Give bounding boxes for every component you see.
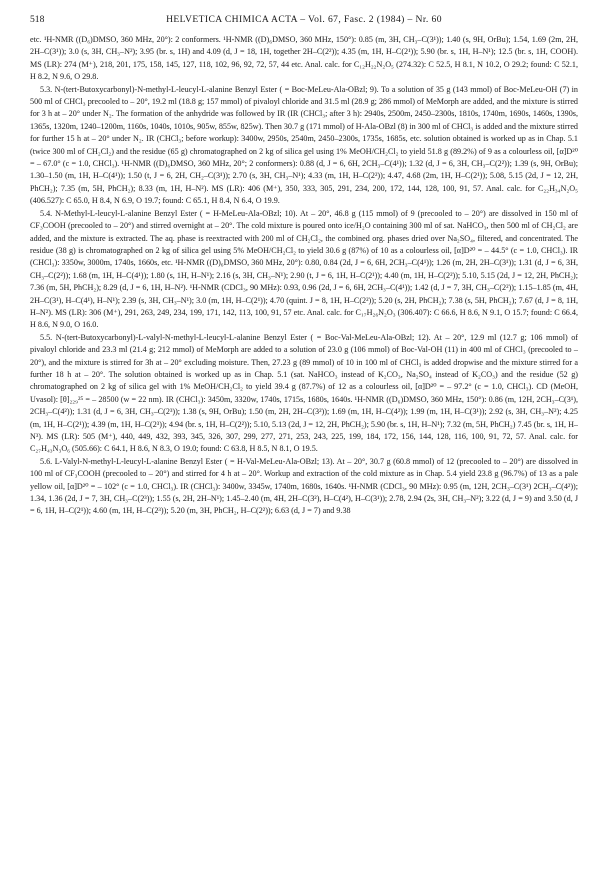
paragraph-section-5-6: 5.6. L-Valyl-N-methyl-L-leucyl-L-alanine Benzyl Ester ( = H-Val-MeLeu-Ala-OBzl; 13). At – 20°, 30.7 g (60.8 mmol) of 12 (precooled to – 20°) are dissolved in 100 ml of CF₃COOH (precooled to – 20°) and stirred for 4 h at – 20°. Workup and extraction of the cold mixture as in Chap. 5.4 yield 23.8 g (96.7%) of 13 as a pale yellow oil, [α]D²⁰ = – 102° (c = 1.0, CHCl₃). IR (CHCl₃): 3400w, 3345w, 1740m, 1680s, 1640s. ¹H-NMR (CDCl₃, 90 MHz): 0.95 (m, 12H, 2CH₃–C(3¹) 2CH₃–C(4²)); 1.34, 1.36 (2d, J = 7, 3H, CH₃–C(2³)); 1.55 (s, 2H, 2H–N¹); 1.45–2.40 (m, 4H, 2H–C(3²), H–C(4²), H–C(3¹)); 2.78, 2.94 (2s, 3H, CH₃–N²); 3.22 (d, J = 9) and 3.50 (d, J = 6, 1H, H–C(2¹)); 4.60 (m, 1H, H–C(2³)); 5.20 (m, 3H, PhCH₂, H–C(2²)); 6.63 (d, J = 7) and 9.38 <box>30 456 578 516</box>
paragraph-section-5-5: 5.5. N-(tert-Butoxycarbonyl)-L-valyl-N-methyl-L-leucyl-L-alanine Benzyl Ester ( = Boc-Val-MeLeu-Ala-OBzl; 12). At – 20°, 12.9 ml (12.7 g; 106 mmol) of pivaloyl chloride and 23.3 ml (21.4 g; 212 mmol) of MeMorph are added to a solution of 23.0 g (106 mmol) of Boc-Val-OH (11) in 400 ml of CHCl₃ (precooled to – 20°), and the mixture is stirred for 3h at – 20° excluding moisture. Then, 27.23 g (89 mmol) of 10 in 100 ml of CHCl₃ is added dropwise and the mixture stirred for a further 18 h at – 20°. The solution obtained is worked up as in Chap. 5.1 (sat. NaHCO₃ instead of K₂CO₃, Na₂SO₄ instead of K₂CO₃) and the residue (52 g) chromatographed on 2 kg of silica gel with 1% MeOH/CH₂Cl₂ to yield 39.4 g (87.7%) of 12 as a colourless oil, [α]D²⁰ = – 97.2° (c = 1.0, CHCl₃). CD (MeOH, Uvasol): [θ]₂₂₉²⁵ = – 28500 (w = 22 nm). IR (CHCl₃): 3450m, 3320w, 1740s, 1715s, 1680s, 1640s. ¹H-NMR ((D₆)DMSO, 360 MHz, 150°): 0.86 (m, 12H, 2CH₃–C(3¹), 2CH₃–C(4²)); 1.31 (d, J = 6, 3H, CH₃–C(2³)); 1.38 (s, 9H, OrBu); 1.50 (m, 2H, 2H–C(3²)); 1.69 (m, 1H, H–C(4²)); 1.99 (m, 1H, H–C(3¹)); 2.92 (s, 3H, CH₃–N²); 4.25 (m, 1H, H–C(2¹)); 4.39 (m, 1H, H–C(2³)); 4.94 (br. s, 1H, H–C(2²)); 5.10, 5.13 (2d, J = 12, 2H, PhCH₂); 5.90 (br. s, 1H, H–N¹); 7.32 (m, 5H, PhCH₂) 7.45 (br. s, 1H, H–N³). MS (LR): 505 (M⁺), 440, 449, 432, 393, 345, 326, 307, 299, 277, 271, 253, 243, 225, 199, 184, 172, 156, 144, 128, 116, 100, 91, 72, 57. Anal. calc. for C₂₇H₄₃N₃O₆ (505.66): C 64.1, H 8.6, N 8.3, O 19.0; found: C 63.8, H 8.5, N 8.1, O 19.5. <box>30 332 578 454</box>
article-body <box>30 34 578 518</box>
paragraph-section-5-3: 5.3. N-(tert-Butoxycarbonyl)-N-methyl-L-leucyl-L-alanine Benzyl Ester ( = Boc-MeLeu-Ala-OBzl; 9). To a solution of 35 g (143 mmol) of Boc-MeLeu-OH (7) in 500 ml of CHCl₃ precooled to – 20°, 19.2 ml (18.8 g; 157 mmol) of pivaloyl chloride and 31.5 ml (28.9 g; 286 mmol) of MeMorph are added, and the mixture is stirred for 3 h at – 20° under N₂. The formation of the anhydride was followed by IR (IR (CHCl₃; after 3 h): 2940s, 2500m, 2450–2300s, 1810s, 1740m, 1690s, 1460s, 1390s, 1365s, 1320m, 1240–1200m, 1160s, 1040s, 1010s, 905w, 855w, 825w). Then 30.7 g (171 mmol) of H-Ala-OBzl (8) in 300 ml of CHCl₃ is added and the mixture stirred for further 15 h at – 20° under N₂. IR (CHCl₃; before workup): 3400w, 2950s, 2540m, 2450–2300s, 1735s, 1685s, etc. solution obtained is worked up as in Chap. 5.1 (twice 300 ml of CH₂Cl₂) and the residue (65 g) chromatographed on 2 kg of silica gel using 1% MeOH/CH₂Cl₂ to yield 51.8 g (89.2%) of 9 as a colourless oil, [α]D²⁰ = – 67.0° (c = 1.0, CHCl₃). ¹H-NMR ((D)₆DMSO, 360 MHz, 20°; 2 conformers): 0.88 (d, J = 6, 6H, 2CH₃–C(4¹)); 1.32 (d, J = 6, 3H, CH₃–C(2²)); 1.39 (s, 9H, OrBu); 1.30–1.50 (m, 1H, H–C(4¹)); 1.50 (t, J = 6, 2H, CH₂–C(3¹)); 2.70 (s, 3H, CH₃–N¹); 4.33 (m, 1H, H–C(2²)); 4.47, 4.68 (2m, 1H, H–C(2¹)); 5.08, 5.15 (2d, J = 12, 2H, PhCH₂); 7.35 (m, 5H, PhCH₂); 8.33 (m, 1H, H–N²). MS (LR): 406 (M⁺), 350, 333, 305, 291, 234, 200, 172, 144, 128, 100, 91, 57. Anal. calc. for C₂₂H₃₄N₂O₅ (406.527): C 65.0, H 8.4, N 6.9, O 19.7; found: C 65.1, H 8.4, N 6.4, O 19.9. <box>30 84 578 206</box>
paragraph-nmr-continuation: etc. ¹H-NMR ((D₆)DMSO, 360 MHz, 20°): 2 conformers. ¹H-NMR ((D)₆DMSO, 360 MHz, 150°): 0.85 (m, 3H, CH₃–C(3¹)); 1.40 (s, 9H, OrBu); 1.54, 1.69 (2m, 2H, 2H–C(3¹)); 3.0 (s, 3H, CH₃–N²); 3.95 (br. s, 1H) and 4.09 (d, J = 18, 1H, together 2H–C(2²)); 4.35 (m, 1H, H–C(2¹)); 5.90 (br. s, 1H, H–N¹); 12.5 (br. s, 1H, COOH). MS (LR): 274 (M⁺), 218, 201, 175, 158, 145, 127, 118, 102, 96, 92, 72, 57, 44 etc. Anal. calc. for C₁₂H₂₂N₂O₅ (274.32): C 52.5, H 8.1, N 10.2, O 29.2; found: C 52.1, H 8.2, N 9.6, O 29.8. <box>30 35 578 82</box>
page-number: 518 <box>30 14 45 25</box>
paragraph-section-5-4: 5.4. N-Methyl-L-leucyl-L-alanine Benzyl Ester ( = H-MeLeu-Ala-OBzl; 10). At – 20°, 46.8 g (115 mmol) of 9 (precooled to – 20°) are dissolved in 150 ml of CF₃COOH (precooled to – 20°) and stirred overnight at – 20°. The cold mixture is poured onto ice/H₂O containing 300 ml of sat. NaHCO₃, then 500 ml of CH₂Cl₂ are added, and the mixture is extracted. The aq. phase is reextracted with 200 ml of CH₂Cl₂, the combined org. phases dried over Na₂SO₄, filtered, and concentrated. The residue (38 g) is chromatographed on 2 kg of silica gel using 5% MeOH/CH₂Cl₂ to yield 30.6 g (87%) of 10 as a colourless oil, [α]D²⁰ = – 44.5° (c = 1.0, CHCl₃). IR (CHCl₃): 3350w, 3000m, 1740s, 1660s, etc. ¹H-NMR ((D)₆DMSO, 360 MHz, 20°): 0.80, 0.84 (2d, J = 6, 6H, 2CH₃–C(4¹)); 1.26 (m, 2H, 2H–C(3¹)); 1.31 (d, J = 6, 3H, CH₃–C(2²)); 1.68 (m, 1H, H–C(4¹)); 1.80 (s, 1H, H–N¹); 2.16 (s, 3H, CH₃–N¹); 2.90 (t, J = 6, 1H, H–C(2¹)); 4.40 (m, 1H, H–C(2²)); 5.10, 5.15 (2d, J = 12, 2H, PhCH₂); 7.36 (m, 5H, PhCH₂); 8.29 (d, J = 6, 1H, H–N²). ¹H-NMR (CDCl₃, 90 MHz): 0.93, 0.96 (2d, J = 6, 6H, 2CH₃–C(4¹)); 1.42 (d, J = 7, 3H, CH₃–C(2²)); 1.15–1.85 (m, 4H, 2H–C(3¹), H–C(4¹), H–N¹); 2.39 (s, 3H, CH₃–N¹); 3.0 (m, 1H, H–C(2¹)); 4.70 (quint. J = 8, 1H, H–C(2²)); 5.20 (s, 2H, PhCH₂); 7.38 (s, 5H, PhCH₂); 7.67 (d, J = 8, 1H, H–N²). MS (LR): 306 (M⁺), 291, 263, 249, 234, 199, 171, 142, 113, 100, 91, 57 etc. Anal. calc. for C₁₇H₂₆N₂O₃ (306.407): C 66.6, H 8.6, N 9.1, O 15.7; found: C 66.4, H 8.6, N 9.0, O 16.0. <box>30 208 578 330</box>
journal-title: HELVETICA CHIMICA ACTA – Vol. 67, Fasc. 2 (1984) – Nr. 60 <box>166 14 442 25</box>
running-header <box>30 14 578 28</box>
